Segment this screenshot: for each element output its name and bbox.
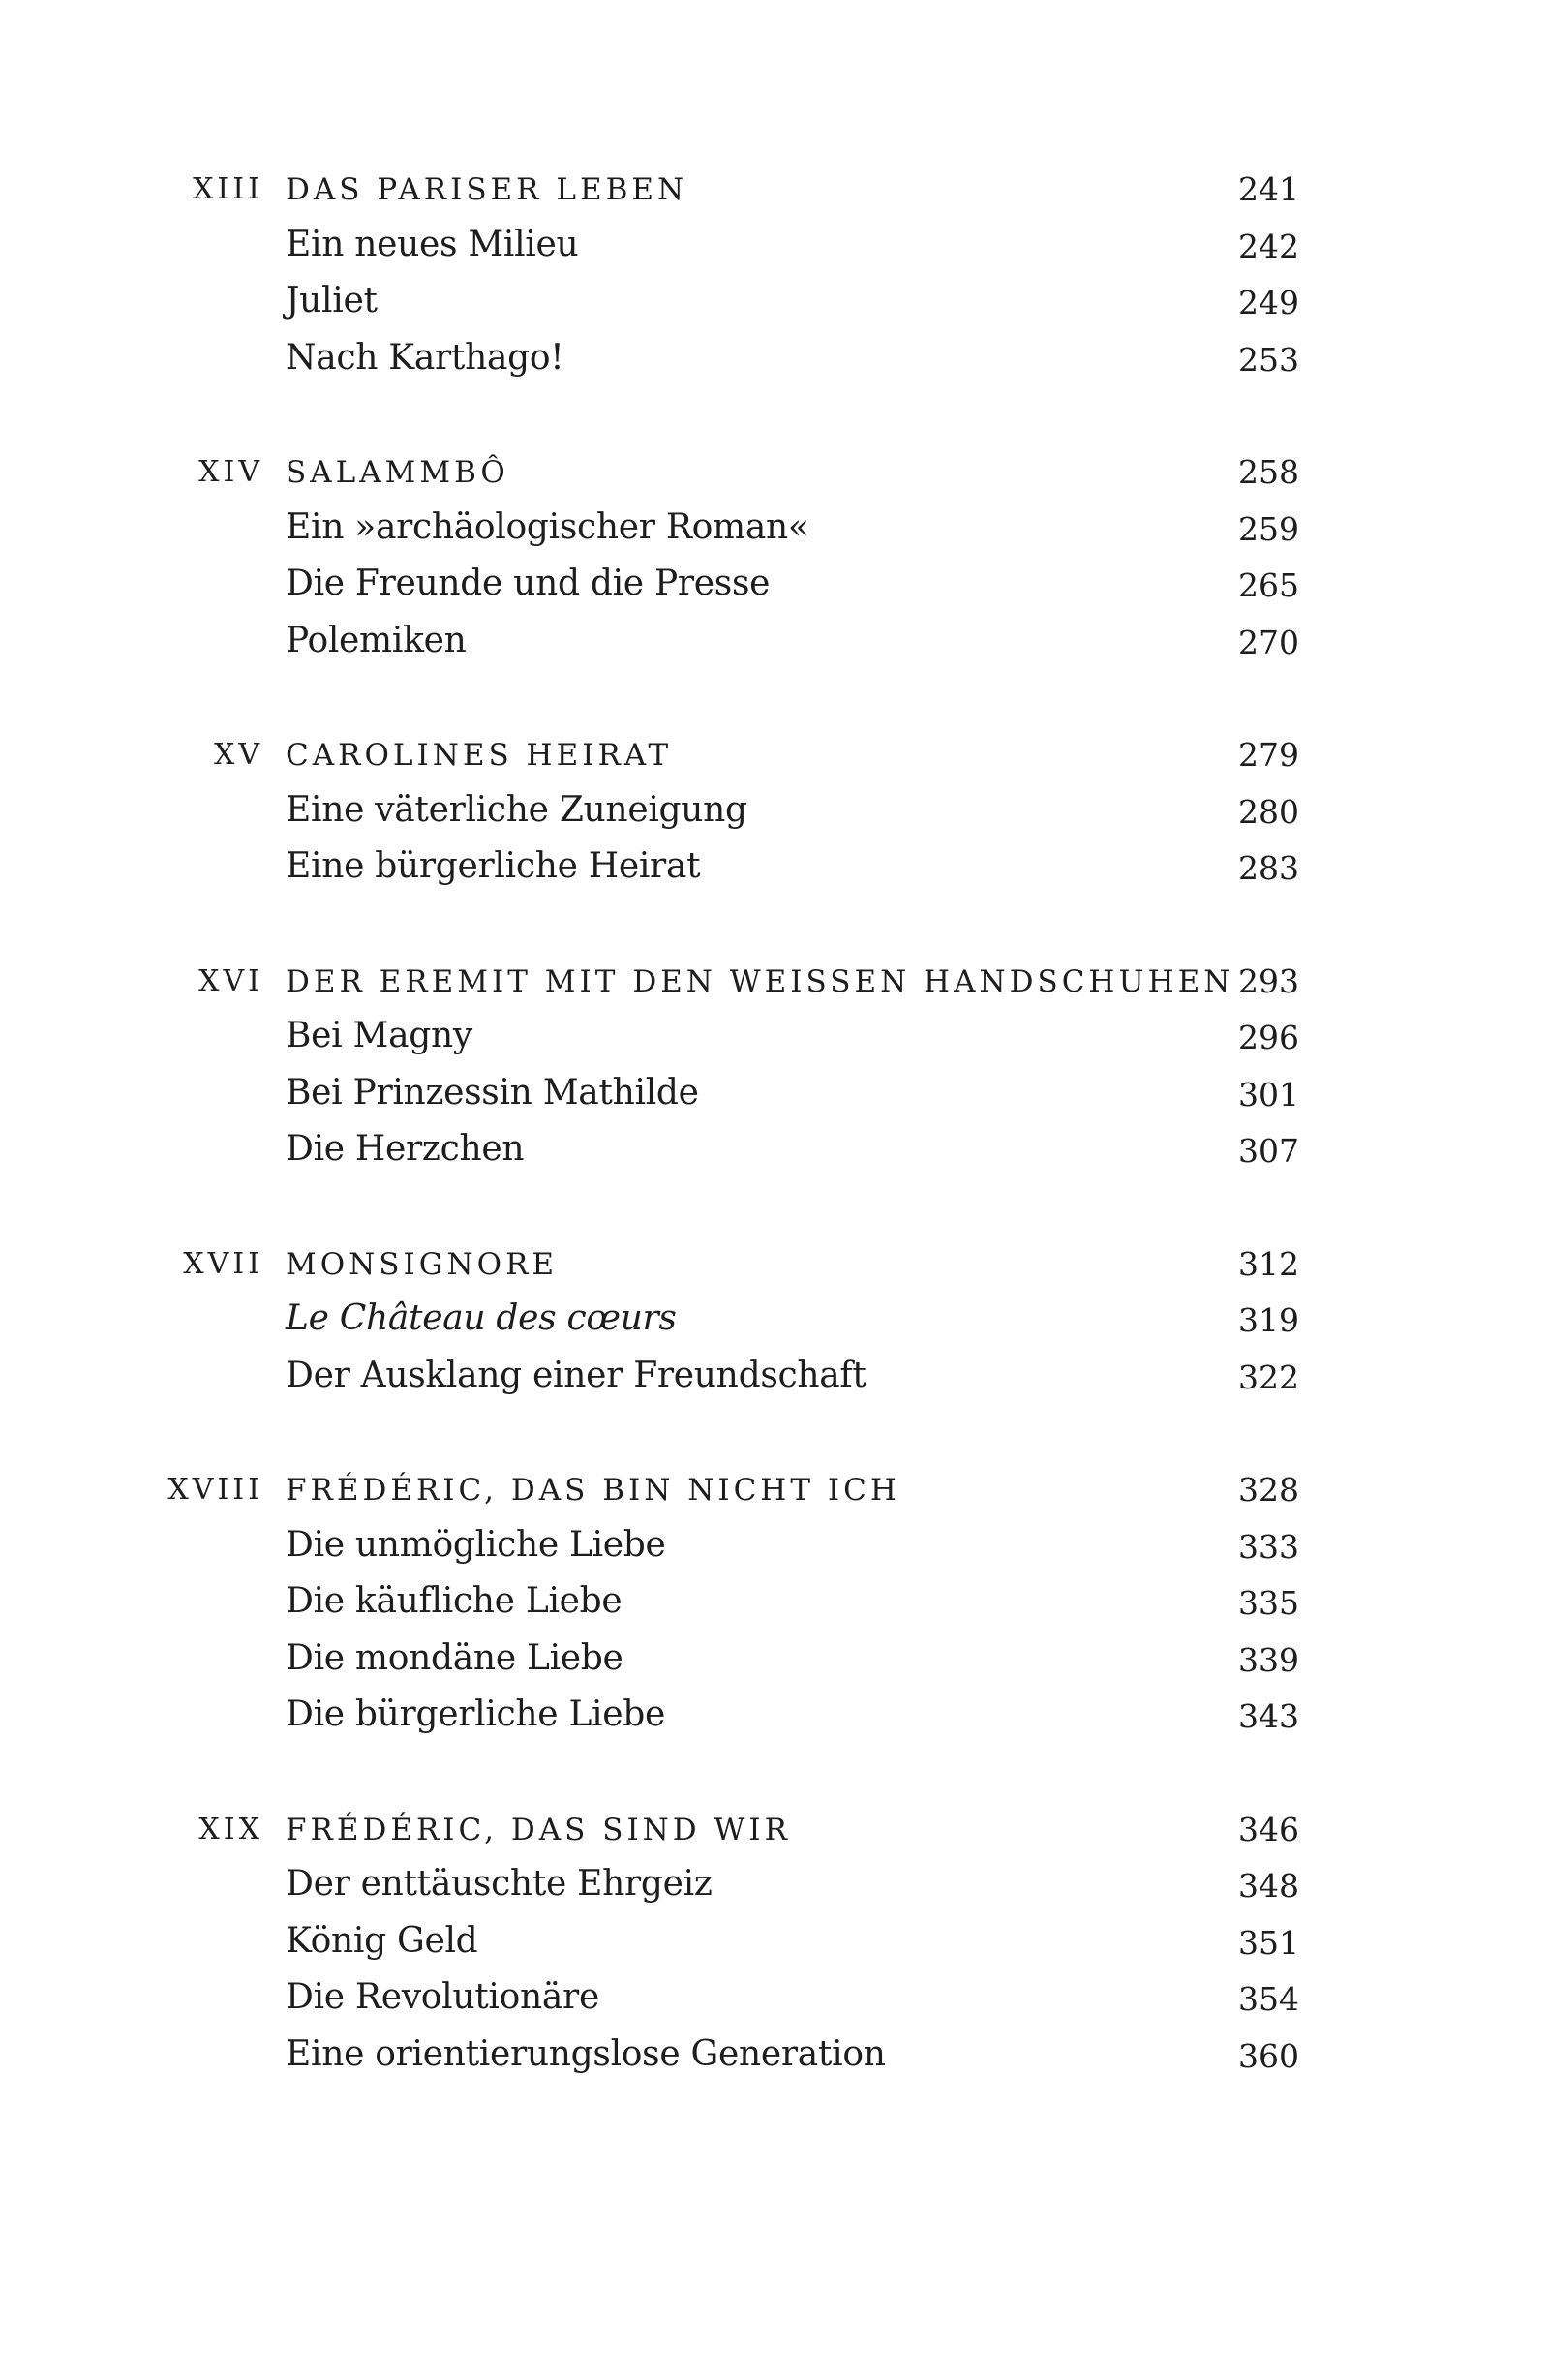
section-title: Bei Prinzessin Mathilde <box>286 1072 699 1113</box>
section-page-number: 270 <box>1238 623 1299 661</box>
chapter-block <box>0 730 1549 900</box>
chapter-heading[interactable] <box>0 1465 1549 1522</box>
section-entry[interactable] <box>0 1974 1549 2031</box>
section-entry[interactable] <box>0 1070 1549 1127</box>
chapter-heading[interactable] <box>0 1805 1549 1862</box>
section-entry[interactable] <box>0 1126 1549 1183</box>
section-entry[interactable] <box>0 1296 1549 1353</box>
chapter-heading[interactable] <box>0 165 1549 222</box>
chapter-title: FRÉDÉRIC, DAS BIN NICHT ICH <box>286 1473 900 1508</box>
section-title: Die bürgerliche Liebe <box>286 1694 666 1734</box>
chapter-block <box>0 447 1549 674</box>
chapter-block <box>0 165 1549 391</box>
section-title: Polemiken <box>286 620 467 660</box>
section-title: Die unmögliche Liebe <box>286 1524 666 1565</box>
section-page-number: 333 <box>1238 1527 1299 1566</box>
section-page-number: 351 <box>1238 1923 1299 1962</box>
section-page-number: 307 <box>1238 1132 1299 1170</box>
section-title: Nach Karthago! <box>286 337 564 378</box>
section-entry[interactable] <box>0 1013 1549 1070</box>
table-of-contents <box>0 165 1549 2144</box>
section-page-number: 280 <box>1238 792 1299 831</box>
section-page-number: 253 <box>1238 340 1299 379</box>
section-title: Eine väterliche Zuneigung <box>286 789 747 830</box>
section-entry[interactable] <box>0 1692 1549 1749</box>
chapter-number: XV <box>213 738 263 772</box>
section-entry[interactable] <box>0 1918 1549 1975</box>
section-title: Juliet <box>286 281 378 320</box>
section-title: Die mondäne Liebe <box>286 1637 623 1678</box>
chapter-page-number: 279 <box>1238 736 1299 774</box>
section-title: Die käufliche Liebe <box>286 1581 623 1621</box>
section-title: Ein neues Milieu <box>286 224 579 264</box>
section-title: Eine bürgerliche Heirat <box>286 846 701 886</box>
section-page-number: 343 <box>1238 1697 1299 1735</box>
chapter-heading[interactable] <box>0 1239 1549 1297</box>
section-title: Le Château des cœurs <box>286 1298 677 1338</box>
section-title: Die Freunde und die Presse <box>286 564 771 603</box>
section-page-number: 354 <box>1238 1980 1299 2018</box>
chapter-title: SALAMMBÔ <box>286 455 509 490</box>
chapter-page-number: 346 <box>1238 1810 1299 1848</box>
section-title: Eine orientierungslose Generation <box>286 2033 886 2074</box>
chapter-page-number: 258 <box>1238 453 1299 491</box>
section-entry[interactable] <box>0 2031 1549 2089</box>
chapter-heading[interactable] <box>0 447 1549 504</box>
chapter-number: XVII <box>183 1246 263 1281</box>
chapter-page-number: 328 <box>1238 1471 1299 1509</box>
chapter-number: XVIII <box>167 1473 263 1507</box>
chapter-title: MONSIGNORE <box>286 1246 559 1282</box>
chapter-number: XIV <box>198 455 263 489</box>
section-title: König Geld <box>286 1920 478 1961</box>
section-page-number: 283 <box>1238 849 1299 887</box>
section-entry[interactable] <box>0 787 1549 844</box>
section-entry[interactable] <box>0 278 1549 335</box>
section-entry[interactable] <box>0 504 1549 562</box>
section-page-number: 301 <box>1238 1075 1299 1114</box>
section-entry[interactable] <box>0 618 1549 675</box>
chapter-title: DER EREMIT MIT DEN WEISSEN HANDSCHUHEN <box>286 963 1234 999</box>
chapter-block <box>0 957 1549 1183</box>
section-page-number: 322 <box>1238 1358 1299 1396</box>
section-page-number: 319 <box>1238 1301 1299 1339</box>
chapter-heading[interactable] <box>0 730 1549 787</box>
section-entry[interactable] <box>0 222 1549 279</box>
section-entry[interactable] <box>0 1635 1549 1693</box>
chapter-number: XIII <box>193 172 263 206</box>
chapter-title: FRÉDÉRIC, DAS SIND WIR <box>286 1812 791 1847</box>
chapter-heading[interactable] <box>0 957 1549 1014</box>
section-page-number: 296 <box>1238 1019 1299 1056</box>
section-entry[interactable] <box>0 335 1549 392</box>
section-entry[interactable] <box>0 843 1549 900</box>
section-title: Die Revolutionäre <box>286 1977 599 2017</box>
section-page-number: 360 <box>1238 2036 1299 2075</box>
chapter-title: DAS PARISER LEBEN <box>286 172 688 207</box>
section-page-number: 249 <box>1238 284 1299 321</box>
section-title: Der Ausklang einer Freundschaft <box>286 1355 866 1395</box>
section-page-number: 339 <box>1238 1640 1299 1679</box>
section-title: Ein »archäologischer Roman« <box>286 506 809 547</box>
section-page-number: 259 <box>1238 509 1299 548</box>
chapter-block <box>0 1465 1549 1749</box>
section-title: Bei Magny <box>286 1016 472 1055</box>
section-entry[interactable] <box>0 1522 1549 1579</box>
chapter-block <box>0 1805 1549 2089</box>
section-title: Der enttäuschte Ehrgeiz <box>286 1864 713 1904</box>
section-page-number: 335 <box>1238 1584 1299 1622</box>
chapter-page-number: 241 <box>1238 170 1299 208</box>
chapter-number: XVI <box>198 963 263 998</box>
section-page-number: 348 <box>1238 1867 1299 1905</box>
section-entry[interactable] <box>0 1861 1549 1918</box>
section-title: Die Herzchen <box>286 1129 525 1169</box>
section-entry[interactable] <box>0 1353 1549 1410</box>
chapter-page-number: 312 <box>1238 1244 1299 1283</box>
chapter-block <box>0 1239 1549 1410</box>
section-entry[interactable] <box>0 1578 1549 1635</box>
section-entry[interactable] <box>0 561 1549 618</box>
chapter-page-number: 293 <box>1238 961 1299 1000</box>
section-page-number: 242 <box>1238 227 1299 265</box>
chapter-title: CAROLINES HEIRAT <box>286 738 673 773</box>
section-page-number: 265 <box>1238 566 1299 604</box>
chapter-number: XIX <box>198 1812 263 1846</box>
